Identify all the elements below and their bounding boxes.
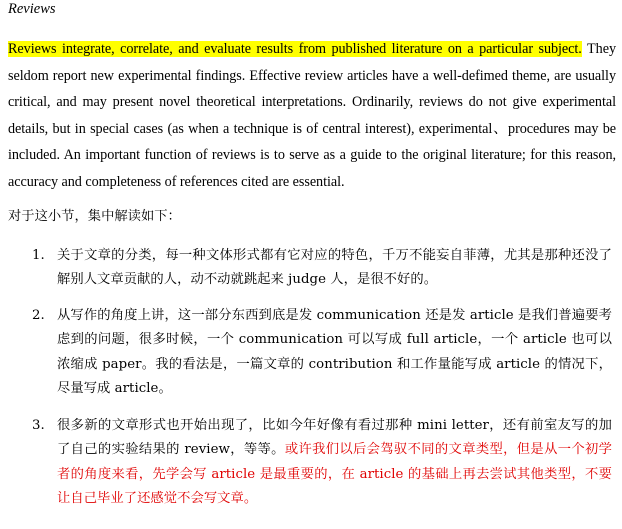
- item-body: 从写作的角度上讲，这一部分东西到底是发 communication 还是发 article 是我们普遍要考虑到的问题，很多时候，一个 communication 可以写成 full article，一个 article 也可以浓缩成 paper。我的看法是，一篇文章的 contribution 和工作量能写成 article 的情况下，尽量写成 article。: [57, 308, 612, 396]
- item-text: [57, 414, 612, 511]
- item-number: 1.: [32, 248, 45, 263]
- item-text: [57, 304, 612, 401]
- section-heading: Reviews: [8, 1, 56, 17]
- item-number: 3.: [32, 418, 45, 433]
- item-body: 很多新的文章形式也开始出现了，比如今年好像有看过那种 mini letter，还有前室友写的加了自己的实验结果的 review，等等。: [57, 418, 612, 458]
- item-number: 2.: [32, 308, 45, 323]
- reviews-paragraph: [8, 36, 616, 196]
- paragraph-body: They seldom report new experimental findings. Effective review articles have a well-defimed theme, are usually critical, and may present novel theoretical interpretations. Ordinarily, reviews do not give experimental details, but in special cases (as when a technique is of central interest), experimental、procedures may be included. An important function of reviews is to serve as a guide to the original literature; for this reason, accuracy and completeness of references cited are essential.: [8, 41, 616, 190]
- intro-line: 对于这小节，集中解读如下：: [8, 209, 181, 224]
- item-red-note: 或许我们以后会驾驭不同的文章类型，但是从一个初学者的角度来看，先学会写 article 是最重要的，在 article 的基础上再去尝试其他类型，不要让自己毕业了还感觉不会写文章。: [57, 442, 613, 506]
- highlighted-sentence: Reviews integrate, correlate, and evaluate results from published literature on a particular subject.: [8, 41, 582, 57]
- item-text: [57, 244, 612, 293]
- item-body: 关于文章的分类，每一种文体形式都有它对应的特色，千万不能妄自菲薄，尤其是那种还没了解别人文章贡献的人，动不动就跳起来 judge 人，是很不好的。: [57, 248, 612, 288]
